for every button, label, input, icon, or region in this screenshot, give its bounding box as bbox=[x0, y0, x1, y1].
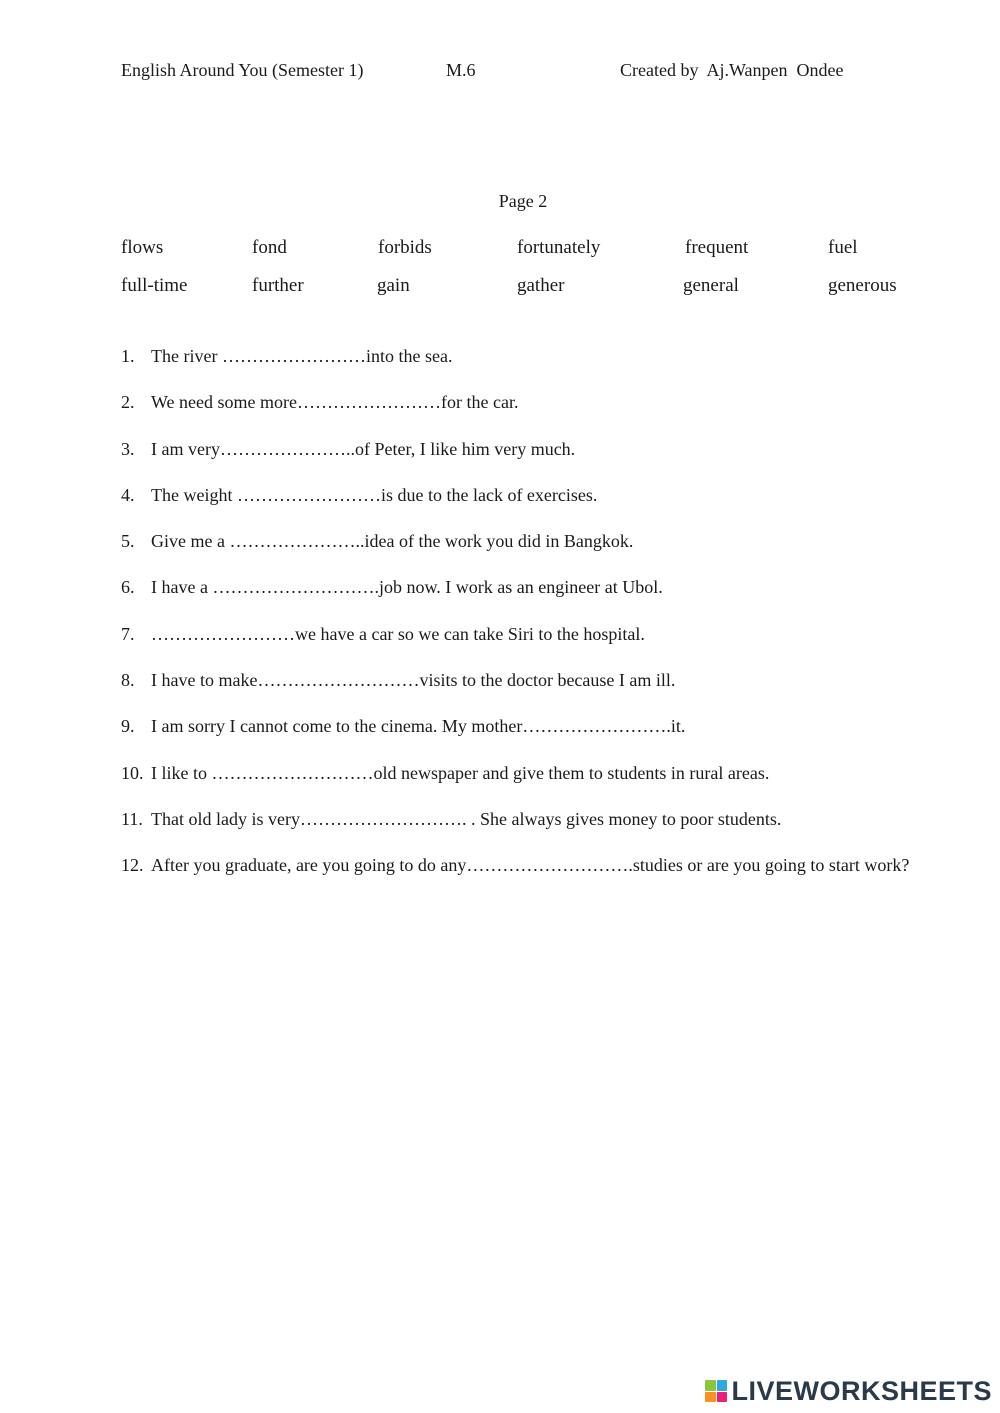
word-bank-word: further bbox=[252, 275, 304, 296]
question-number: 4. bbox=[121, 484, 135, 505]
word-bank-word: generous bbox=[828, 275, 897, 296]
question-item bbox=[121, 715, 911, 737]
question-text[interactable]: After you graduate, are you going to do any……………………….studies or are you going to start work? bbox=[151, 855, 910, 876]
header-level: M.6 bbox=[446, 60, 476, 80]
question-item bbox=[121, 808, 911, 830]
page-number: Page 2 bbox=[498, 191, 548, 211]
question-text[interactable]: We need some more……………………for the car. bbox=[151, 392, 519, 413]
word-bank-word: gather bbox=[517, 275, 565, 296]
question-text[interactable]: The weight ……………………is due to the lack of exercises. bbox=[151, 484, 598, 505]
question-text[interactable]: The river ……………………into the sea. bbox=[151, 346, 453, 366]
word-bank-word: frequent bbox=[685, 237, 749, 258]
question-number: 5. bbox=[121, 531, 135, 552]
question-text[interactable]: That old lady is very………………………. . She always gives money to poor students. bbox=[151, 808, 782, 829]
logo-tile bbox=[717, 1392, 728, 1403]
question-text[interactable]: I have to make………………………visits to the doctor because I am ill. bbox=[151, 670, 676, 691]
word-bank-word: full-time bbox=[121, 275, 188, 296]
word-bank-word: flows bbox=[121, 237, 164, 258]
question-text[interactable]: Give me a …………………..idea of the work you did in Bangkok. bbox=[151, 531, 634, 552]
question-number: 3. bbox=[121, 438, 135, 459]
question-item bbox=[121, 345, 911, 367]
liveworksheets-logo bbox=[705, 1377, 992, 1405]
word-bank-word: fuel bbox=[828, 237, 858, 258]
word-bank-word: forbids bbox=[378, 237, 432, 258]
word-bank-word: gain bbox=[377, 275, 410, 296]
logo-tile bbox=[717, 1380, 728, 1391]
question-item bbox=[121, 576, 911, 598]
question-number: 6. bbox=[121, 577, 135, 598]
question-text[interactable]: I am sorry I cannot come to the cinema. My mother…………………….it. bbox=[151, 716, 686, 737]
question-number: 1. bbox=[121, 346, 135, 366]
header-author: Created by Aj.Wanpen Ondee bbox=[620, 60, 844, 80]
word-bank-word: fond bbox=[252, 237, 287, 258]
question-number: 7. bbox=[121, 623, 135, 644]
question-item bbox=[121, 762, 911, 784]
word-bank-row-2 bbox=[121, 275, 921, 313]
question-item bbox=[121, 438, 911, 460]
word-bank-row-1 bbox=[121, 237, 921, 275]
question-number: 12. bbox=[121, 855, 144, 876]
question-number: 11. bbox=[121, 808, 143, 829]
question-item bbox=[121, 484, 911, 506]
logo-tile bbox=[705, 1392, 716, 1403]
question-item bbox=[121, 854, 911, 876]
question-item bbox=[121, 391, 911, 413]
logo-text: LIVEWORKSHEETS bbox=[731, 1375, 992, 1406]
question-text[interactable]: ……………………we have a car so we can take Siri to the hospital. bbox=[151, 623, 645, 644]
question-text[interactable]: I am very…………………..of Peter, I like him very much. bbox=[151, 438, 576, 459]
question-item bbox=[121, 530, 911, 552]
word-bank-word: general bbox=[683, 275, 739, 296]
word-bank-word: fortunately bbox=[517, 237, 601, 258]
question-number: 2. bbox=[121, 392, 135, 413]
liveworksheets-logo-icon bbox=[705, 1380, 727, 1402]
question-list bbox=[121, 345, 911, 901]
question-text[interactable]: I like to ………………………old newspaper and give them to students in rural areas. bbox=[151, 762, 770, 783]
question-item bbox=[121, 669, 911, 691]
header-title: English Around You (Semester 1) bbox=[121, 60, 364, 80]
logo-tile bbox=[705, 1380, 716, 1391]
page-header bbox=[121, 60, 921, 84]
question-number: 10. bbox=[121, 762, 144, 783]
question-item bbox=[121, 623, 911, 645]
word-bank bbox=[121, 237, 921, 313]
question-text[interactable]: I have a ……………………….job now. I work as an engineer at Ubol. bbox=[151, 577, 663, 598]
question-number: 8. bbox=[121, 670, 135, 691]
question-number: 9. bbox=[121, 716, 135, 737]
